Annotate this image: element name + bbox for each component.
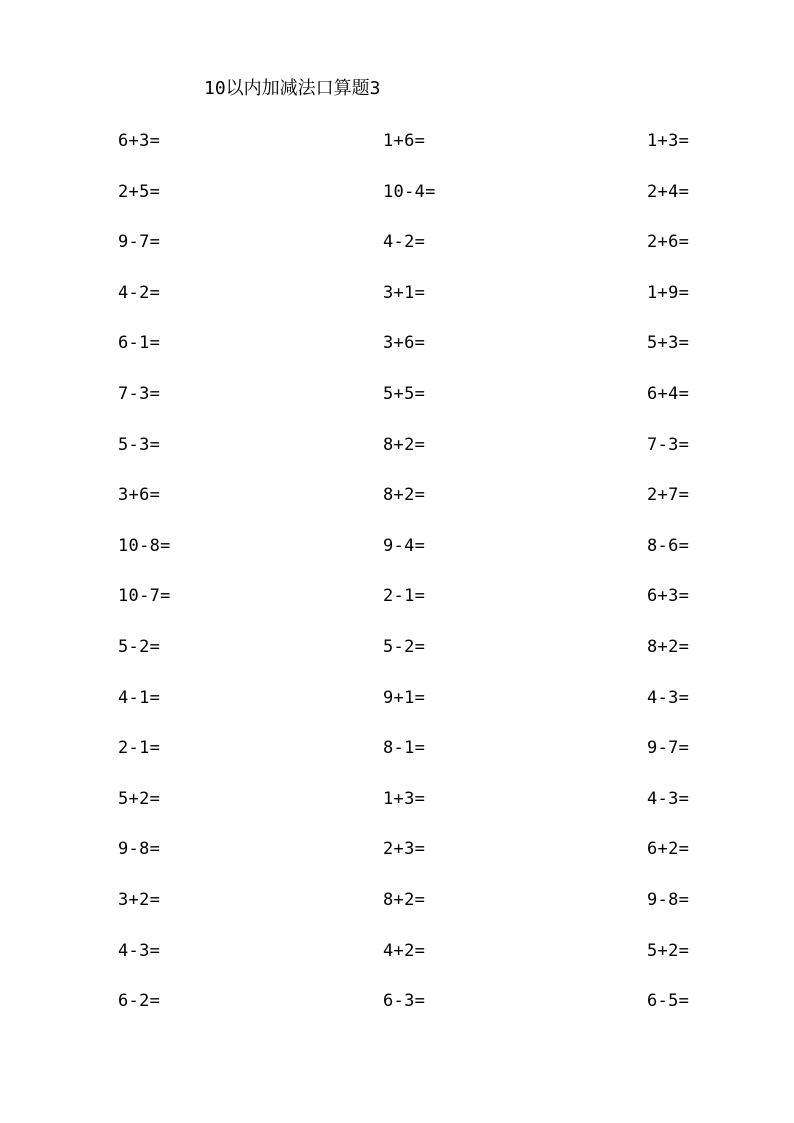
problem-c3-r9: 8-6= <box>647 536 690 556</box>
problem-c3-r11: 8+2= <box>647 637 690 657</box>
problem-c1-r3: 9-7= <box>118 232 161 252</box>
problem-c2-r5: 3+6= <box>383 333 426 353</box>
problem-c1-r1: 6+3= <box>118 131 161 151</box>
problem-c1-r12: 4-1= <box>118 688 161 708</box>
problem-c2-r4: 3+1= <box>383 283 426 303</box>
problem-c1-r17: 4-3= <box>118 941 161 961</box>
problem-c2-r6: 5+5= <box>383 384 426 404</box>
problem-c2-r3: 4-2= <box>383 232 426 252</box>
problem-c2-r18: 6-3= <box>383 991 426 1011</box>
problem-c3-r17: 5+2= <box>647 941 690 961</box>
problem-c2-r2: 10-4= <box>383 182 436 202</box>
problem-c2-r7: 8+2= <box>383 435 426 455</box>
problem-c3-r5: 5+3= <box>647 333 690 353</box>
problem-c3-r10: 6+3= <box>647 586 690 606</box>
problem-c1-r5: 6-1= <box>118 333 161 353</box>
problem-c3-r2: 2+4= <box>647 182 690 202</box>
problem-c2-r9: 9-4= <box>383 536 426 556</box>
problem-c3-r4: 1+9= <box>647 283 690 303</box>
problem-c2-r15: 2+3= <box>383 839 426 859</box>
problem-c3-r6: 6+4= <box>647 384 690 404</box>
problem-c3-r15: 6+2= <box>647 839 690 859</box>
problem-c2-r12: 9+1= <box>383 688 426 708</box>
problem-c3-r1: 1+3= <box>647 131 690 151</box>
problem-c1-r10: 10-7= <box>118 586 171 606</box>
problem-c3-r12: 4-3= <box>647 688 690 708</box>
problem-c1-r15: 9-8= <box>118 839 161 859</box>
problem-c1-r11: 5-2= <box>118 637 161 657</box>
page-title: 10以内加减法口算题3 <box>204 78 381 99</box>
problem-c1-r4: 4-2= <box>118 283 161 303</box>
problem-c3-r8: 2+7= <box>647 485 690 505</box>
problem-c2-r17: 4+2= <box>383 941 426 961</box>
problem-c3-r13: 9-7= <box>647 738 690 758</box>
problem-c1-r6: 7-3= <box>118 384 161 404</box>
problem-c1-r2: 2+5= <box>118 182 161 202</box>
problem-c1-r8: 3+6= <box>118 485 161 505</box>
problem-c2-r10: 2-1= <box>383 586 426 606</box>
problem-c2-r14: 1+3= <box>383 789 426 809</box>
problem-c2-r11: 5-2= <box>383 637 426 657</box>
problem-c2-r1: 1+6= <box>383 131 426 151</box>
problem-c2-r8: 8+2= <box>383 485 426 505</box>
problem-c3-r3: 2+6= <box>647 232 690 252</box>
problem-c3-r16: 9-8= <box>647 890 690 910</box>
problem-c3-r7: 7-3= <box>647 435 690 455</box>
problem-c1-r13: 2-1= <box>118 738 161 758</box>
problem-c1-r7: 5-3= <box>118 435 161 455</box>
problem-c1-r14: 5+2= <box>118 789 161 809</box>
problem-c2-r13: 8-1= <box>383 738 426 758</box>
problem-c2-r16: 8+2= <box>383 890 426 910</box>
problem-c1-r18: 6-2= <box>118 991 161 1011</box>
problem-c1-r9: 10-8= <box>118 536 171 556</box>
problem-c3-r18: 6-5= <box>647 991 690 1011</box>
problem-c1-r16: 3+2= <box>118 890 161 910</box>
problem-c3-r14: 4-3= <box>647 789 690 809</box>
